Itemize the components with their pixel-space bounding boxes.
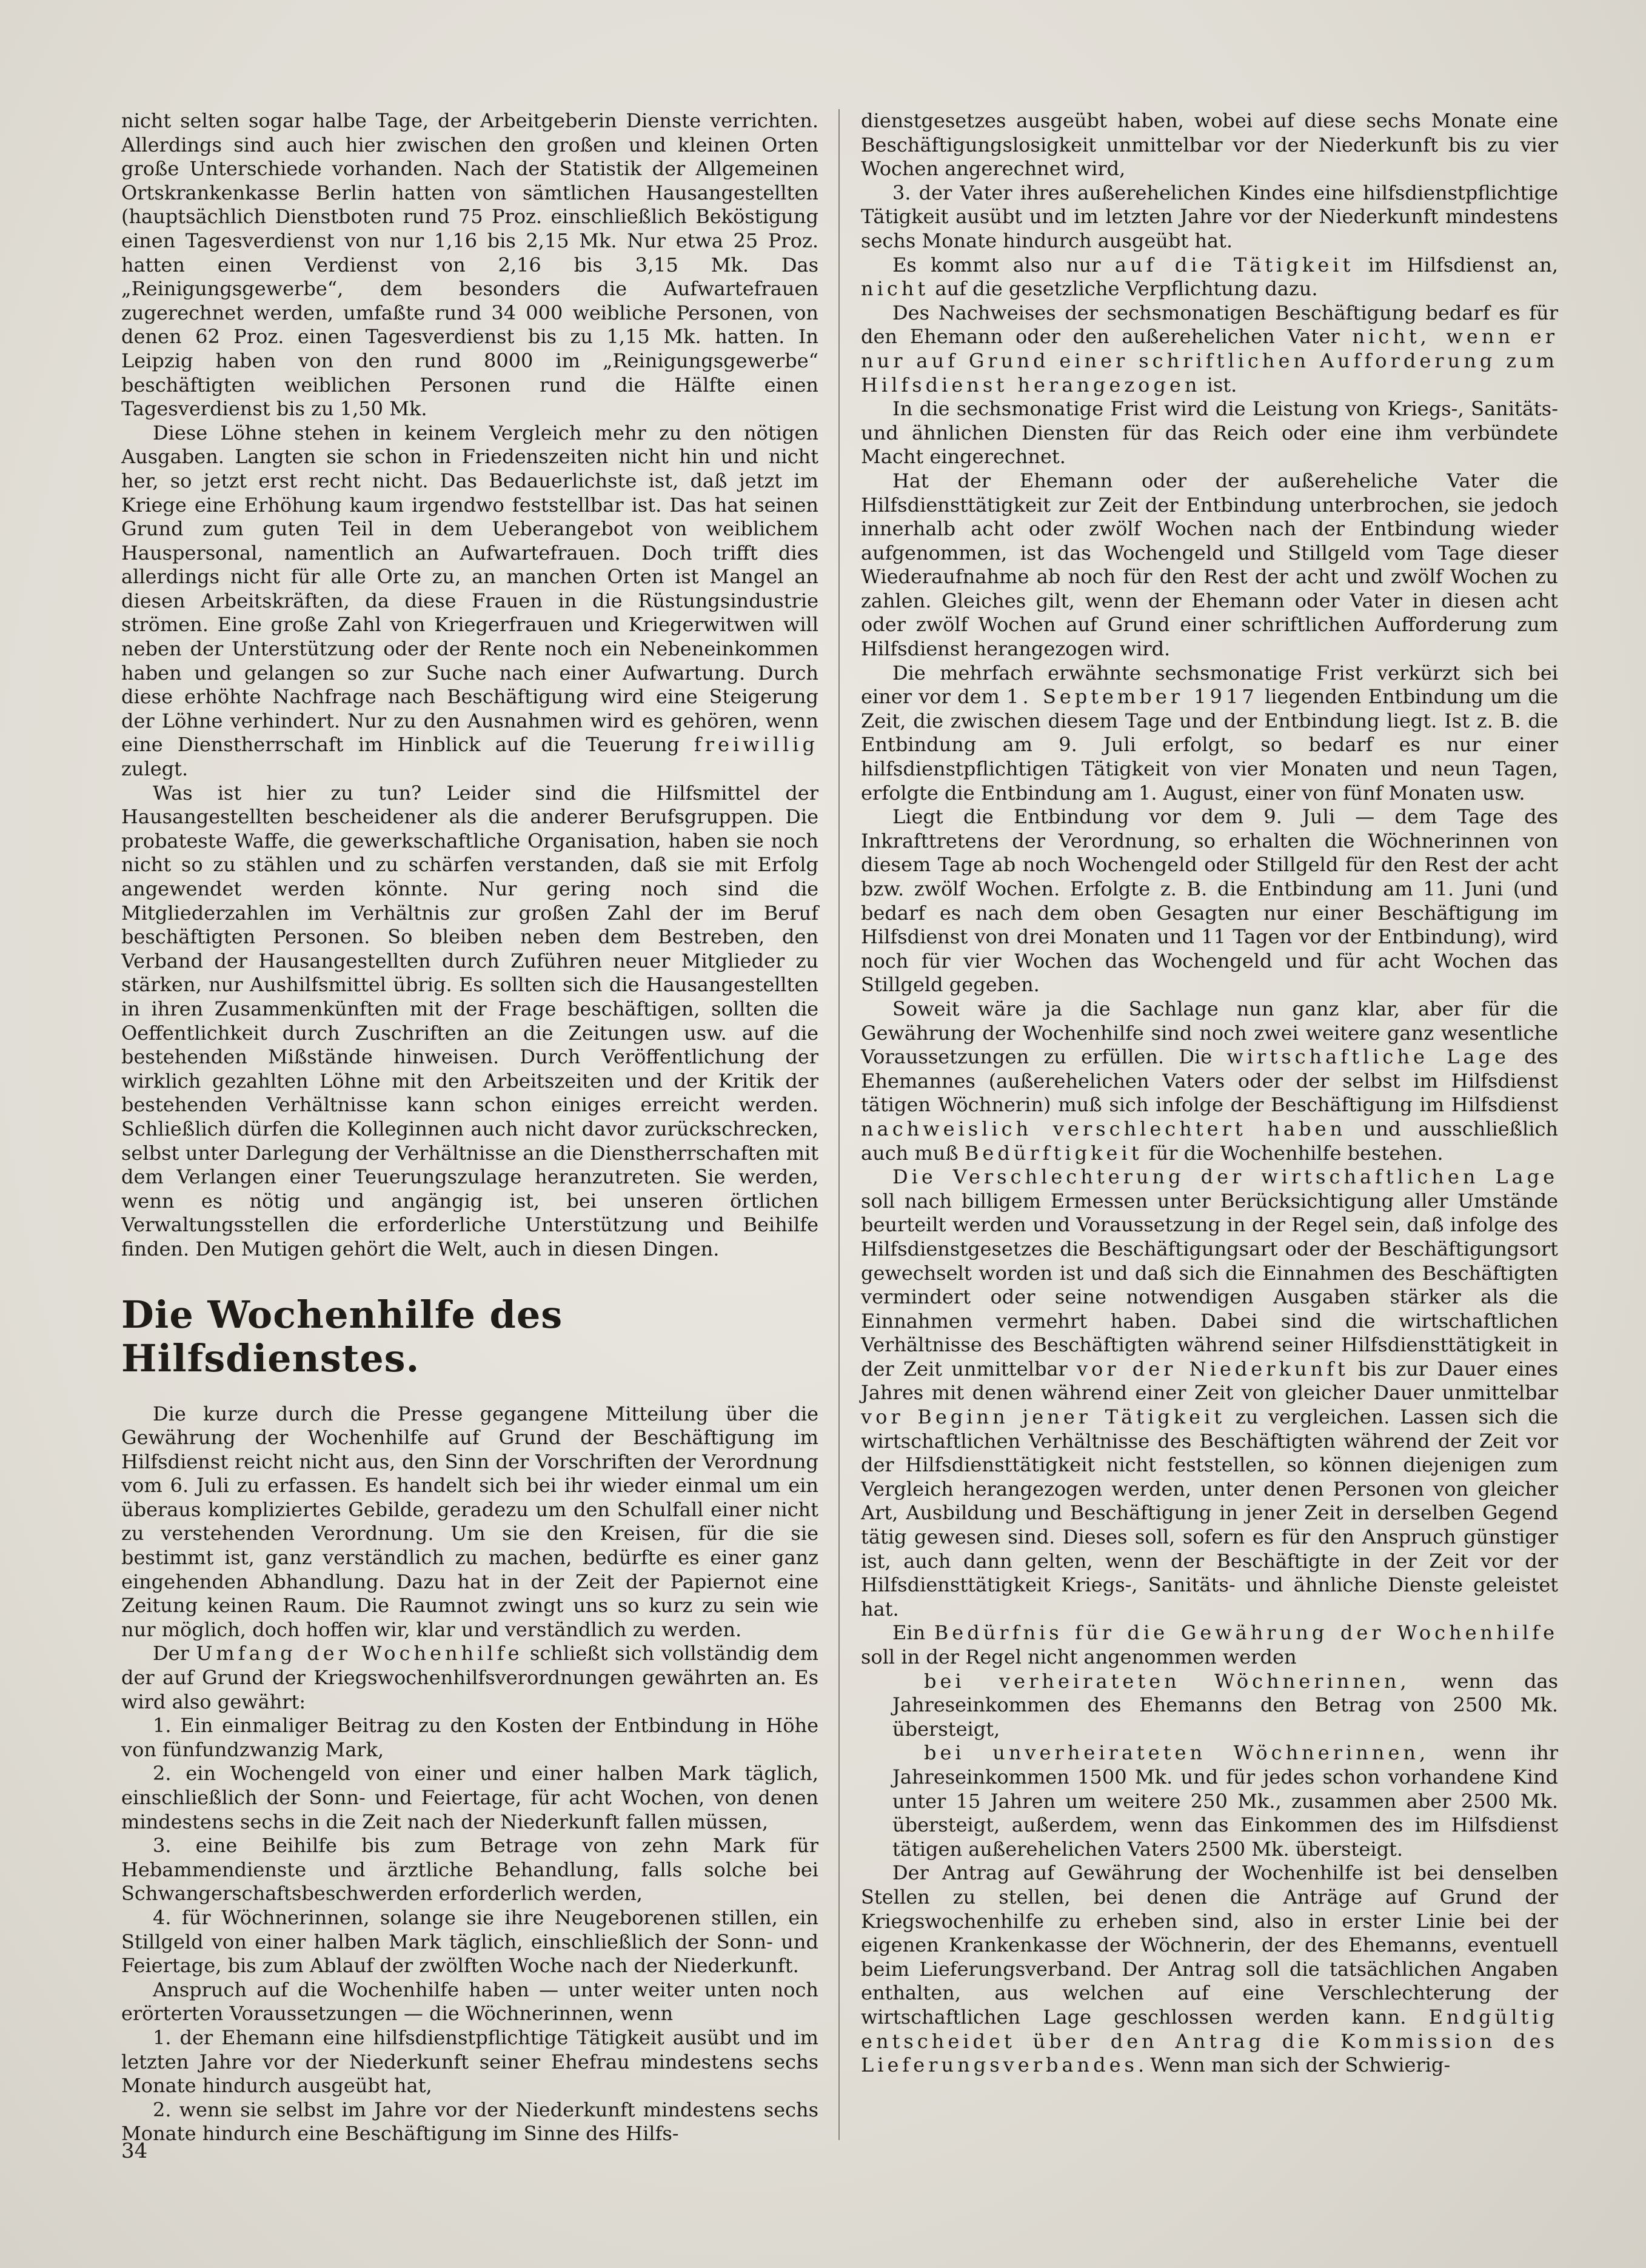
paragraph — [861, 1621, 1558, 1669]
paragraph-text: soll nach billigem Ermessen unter Berücksichtigung aller Umstände beurteilt werden und Voraussetzung in der Regel sein, daß infolge des Hilfsdienstgesetzes die Beschäftigungsart oder der Beschäftigungsort gewechselt worden ist und daß sich die Einnahmen des Beschäftigten vermindert oder seine notwendigen Ausgaben stärker als die Einnahmen vermehrt haben. Dabei sind die wirtschaftlichen Verhältnisse des Beschäftigten während seiner Hilfsdiensttätigkeit in der Zeit unmittelbar — [861, 1189, 1558, 1380]
paragraph: Liegt die Entbindung vor dem 9. Juli — dem Tage des Inkrafttretens der Verordnung, so erhalten die Wöchnerinnen von diesem Tage ab noch Wochengeld oder Stillgeld für den Rest der acht bzw. zwölf Wochen. Erfolgte z. B. die Entbindung am 11. Juni (und bedarf es nach dem oben Gesagten nur einer Beschäftigung im Hilfsdienst von drei Monaten und 11 Tagen vor der Entbindung), wird noch für vier Wochen das Wochengeld und für acht Wochen das Stillgeld gegeben. — [861, 805, 1558, 997]
page-number: 34 — [121, 2139, 148, 2163]
emphasized-word: Bedürftigkeit — [964, 1141, 1143, 1165]
paragraph-text: wenn ihr Jahreseinkommen 1500 Mk. und für jedes schon vorhandene Kind unter 15 Jahren um weitere 250 Mk., zusammen aber 2500 Mk. übersteigt, außerdem, wenn das Einkommen des im Hilfsdienst tätigen außerehelichen Vaters 2500 Mk. übersteigt. — [892, 1741, 1559, 1861]
paragraph-text: im Hilfsdienst an, — [1354, 253, 1559, 276]
paragraph — [861, 253, 1558, 301]
right-column — [861, 109, 1558, 2078]
paragraph-text: zulegt. — [121, 757, 189, 781]
paragraph-text: und ausschließlich auch muß — [861, 1117, 1559, 1165]
paragraph-text: Diese Löhne stehen in keinem Vergleich mehr zu den nötigen Ausgaben. Langten sie schon in Friedenszeiten nicht hin und nicht her, so jetzt erst recht nicht. Das Bedauerlichste ist, daß jetzt im Kriege eine Erhöhung kaum irgendwo feststellbar ist. Das hat seinen Grund zum guten Teil in dem Ueberangebot von weiblichem Hauspersonal, namentlich an Aufwartefrauen. Doch trifft dies allerdings nicht für alle Orte zu, an manchen Orten ist Mangel an diesen Arbeitskräften, da diese Frauen in die Rüstungsindustrie strömen. Eine große Zahl von Kriegerfrauen und Kriegerwitwen will neben der Unterstützung oder der Rente noch ein Nebeneinkommen haben und gelangen so zur Suche nach einer Aufwartung. Durch diese erhöhte Nachfrage nach Beschäftigung wird eine Steigerung der Löhne verhindert. Nur zu den Ausnahmen wird es gehören, wenn eine Dienstherrschaft im Hinblick auf die Teuerung — [121, 421, 818, 757]
paragraph-text: liegenden Entbindung um die Zeit, die zwischen diesem Tage und der Entbindung liegt. Ist z. B. die Entbindung am 9. Juli erfolgt, so bedarf es nur einer hilfsdienstpflichtigen Tätigkeit von vier Monaten und neun Tagen, erfolgte die Entbindung am 1. August, einer von fünf Monaten usw. — [861, 685, 1559, 805]
emphasized-phrase: nachweislich verschlechtert haben — [861, 1117, 1347, 1140]
paragraph-text: Es kommt also nur — [892, 253, 1115, 276]
list-item: 3. eine Beihilfe bis zum Betrage von zehn Mark für Hebammendienste und ärztliche Behandlung, falls solche bei Schwangerschaftsbeschwerden erforderlich werden, — [121, 1834, 818, 1905]
emphasized-phrase: auf die Tätigkeit — [1114, 253, 1354, 276]
paragraph — [121, 1642, 818, 1714]
left-column — [121, 109, 818, 2146]
paragraph-text: Des Nachweises der sechsmonatigen Beschäftigung bedarf es für den Ehemann oder den außerehelichen Vater — [861, 301, 1558, 349]
paragraph-text: zu vergleichen. Lassen sich die wirtschaftlichen Verhältnisse des Beschäftigten während der Zeit vor der Hilfsdiensttätigkeit nicht feststellen, so können diejenigen zum Vergleich herangezogen werden, unter denen Personen von gleicher Art, Ausbildung und Beschäftigung in jener Zeit in derselben Gegend tätig gewesen sind. Dieses soll, sofern es für den Anspruch günstiger ist, auch dann gelten, wenn der Beschäftigte in der Zeit vor der Hilfsdiensttätigkeit Kriegs-, Sanitäts- und ähnliche Dienste geleistet hat. — [861, 1405, 1559, 1621]
emphasized-phrase: Umfang der Wochenhilfe — [196, 1642, 523, 1665]
list-item: 3. der Vater ihres außerehelichen Kindes eine hilfsdienstpflichtige Tätigkeit ausübt und im letzten Jahre vor der Niederkunft mindestens sechs Monate hindurch ausgeübt hat. — [861, 181, 1558, 252]
paragraph-text: für die Wochenhilfe bestehen. — [1142, 1141, 1444, 1165]
paragraph-text: wenn das Jahreseinkommen des Ehemanns den Betrag von 2500 Mk. übersteigt, — [892, 1669, 1559, 1741]
paragraph — [861, 1165, 1558, 1621]
paragraph-text: Die mehrfach erwähnte sechsmonatige Frist verkürzt sich bei einer vor dem — [861, 661, 1558, 709]
paragraph: In die sechsmonatige Frist wird die Leistung von Kriegs-, Sanitäts- und ähnlichen Diensten für das Reich oder eine ihm verbündete Macht eingerechnet. — [861, 397, 1558, 469]
paragraph-text: Ein — [892, 1621, 934, 1645]
list-item: 2. ein Wochengeld von einer und einer halben Mark täglich, einschließlich der Sonn- und Feiertage, für acht Wochen, von denen mindestens sechs in die Zeit nach der Niederkunft fallen müssen, — [121, 1762, 818, 1833]
paragraph-text: Der — [153, 1642, 196, 1665]
paragraph: dienstgesetzes ausgeübt haben, wobei auf diese sechs Monate eine Beschäftigungslosigkeit unmittelbar vor der Niederkunft bis zu vier Wochen angerechnet wird, — [861, 109, 1558, 181]
paragraph-text: auf die gesetzliche Verpflichtung dazu. — [929, 277, 1318, 301]
paragraph-text: schließt sich vollständig dem der auf Grund der Kriegswochenhilfsverordnungen gewährten an. Es wird also gewährt: — [121, 1642, 818, 1713]
emphasized-date: 1. September 1917 — [1006, 685, 1258, 709]
paragraph-text: Der Antrag auf Gewährung der Wochenhilfe ist bei denselben Stellen zu stellen, bei denen die Anträge auf Grund der Kriegswochenhilfe zu erheben sind, also in erster Linie bei der eigenen Krankenkasse der Wöchnerin, der des Ehemanns, eventuell beim Lieferungsverband. Der Antrag soll die tatsächlichen Angaben enthalten, aus welchen auf eine Verschlechterung der wirtschaftlichen Lage geschlossen werden kann. — [861, 1861, 1558, 2029]
paragraph-text: . Wenn man sich der Schwierig- — [1137, 2053, 1451, 2077]
column-divider — [838, 109, 840, 2140]
paragraph: Anspruch auf die Wochenhilfe haben — unter weiter unten noch erörterten Voraussetzungen — die Wöchnerinnen, wenn — [121, 1978, 818, 2025]
paragraph: Was ist hier zu tun? Leider sind die Hilfsmittel der Hausangestellten bescheidener als die anderer Berufsgruppen. Die probateste Waffe, die gewerkschaftliche Organisation, haben sie noch nicht so zu stählen und zu schärfen verstanden, daß sie mit Erfolg angewendet werden könnte. Nur gering noch sind die Mitgliederzahlen im Verhältnis zur großen Zahl der im Beruf beschäftigten Personen. So bleiben neben dem Bestreben, den Verband der Hausangestellten durch Zuführen neuer Mitglieder zu stärken, nur Aushilfsmittel übrig. Es sollten sich die Hausangestellten in ihren Zusammenkünften mit der Frage beschäftigen, sollten die Oeffentlichkeit durch Zuschriften an die Zeitungen usw. auf die bestehenden Mißstände hinweisen. Durch Veröffentlichung der wirklich gezahlten Löhne mit den Arbeitszeiten und der Kritik der bestehenden Verhältnisse kann schon einiges erreicht werden. Schließlich dürfen die Kolleginnen auch nicht davor zurückschrecken, selbst unter Darlegung der Verhältnisse an die Dienstherrschaften mit dem Verlangen einer Teuerungszulage heranzutreten. Sie werden, wenn es nötig und angängig ist, bei unseren örtlichen Verwaltungsstellen die erforderliche Unterstützung und Beihilfe finden. Den Mutigen gehört die Welt, auch in diesen Dingen. — [121, 781, 818, 1260]
paragraph — [861, 1861, 1558, 2077]
emphasized-phrase: wirtschaftliche Lage — [1226, 1045, 1510, 1069]
paragraph-text: des Ehemannes (außerehelichen Vaters oder der selbst im Hilfsdienst tätigen Wöchnerin) muß sich infolge der Beschäftigung im Hilfsdienst — [861, 1045, 1559, 1117]
emphasized-phrase: Endgültig entscheidet über den Antrag die Kommission des Lieferungsverbandes — [861, 2005, 1558, 2077]
paragraph: Die kurze durch die Presse gegangene Mitteilung über die Gewährung der Wochenhilfe auf Grund der Beschäftigung im Hilfsdienst reicht nicht aus, den Sinn der Vorschriften der Verordnung vom 6. Juli zu erfassen. Es handelt sich bei ihr wieder einmal um ein überaus kompliziertes Gebilde, geradezu um den Schulfall einer nicht zu verstehenden Verordnung. Um sie den Kreisen, für die sie bestimmt ist, ganz verständlich zu machen, bedürfte es einer ganz eingehenden Abhandlung. Dazu hat in der Zeit der Papiernot eine Zeitung keinen Raum. Die Raumnot zwingt uns so kurz zu sein wie nur möglich, doch hoffen wir, klar und verständlich zu werden. — [121, 1402, 818, 1641]
paragraph — [861, 1741, 1558, 1861]
list-item: 2. wenn sie selbst im Jahre vor der Niederkunft mindestens sechs Monate hindurch eine Beschäftigung im Sinne des Hilfs- — [121, 2098, 818, 2146]
paragraph — [861, 301, 1558, 397]
emphasized-phrase: bei unverheirateten Wöchnerinnen, — [924, 1741, 1430, 1765]
emphasized-word: nicht — [861, 277, 929, 301]
emphasized-phrase: bei verheirateten Wöchnerinnen, — [924, 1669, 1410, 1693]
emphasized-word: freiwillig — [694, 733, 819, 757]
emphasized-phrase: nicht, wenn er nur auf Grund einer schriftlichen Aufforderung zum Hilfsdienst herangezogen — [861, 325, 1559, 396]
paragraph-text: bis zur Dauer eines Jahres mit denen während einer Zeit von gleicher Dauer unmittelbar — [861, 1357, 1559, 1405]
paragraph — [861, 997, 1558, 1165]
list-item: 4. für Wöchnerinnen, solange sie ihre Neugeborenen stillen, ein Stillgeld von einer halben Mark täglich, einschließlich der Sonn- und Feiertage, bis zum Ablauf der zwölften Woche nach der Niederkunft. — [121, 1905, 818, 1978]
paragraph-text: ist. — [1200, 373, 1237, 396]
paragraph — [861, 661, 1558, 806]
paragraph-text: Soweit wäre ja die Sachlage nun ganz klar, aber für die Gewährung der Wochenhilfe sind noch zwei weitere ganz wesentliche Voraussetzungen zu erfüllen. Die — [861, 997, 1558, 1069]
emphasized-phrase: vor Beginn jener Tätigkeit — [861, 1405, 1226, 1429]
emphasized-phrase: Die Verschlechterung der wirtschaftlichen Lage — [892, 1165, 1558, 1189]
emphasized-phrase: Bedürfnis für die Gewährung der Wochenhilfe — [934, 1621, 1559, 1645]
paragraph-text: soll in der Regel nicht angenommen werden — [861, 1645, 1297, 1668]
emphasized-phrase: vor der Niederkunft — [1076, 1357, 1349, 1380]
list-item: 1. Ein einmaliger Beitrag zu den Kosten der Entbindung in Höhe von fünfundzwanzig Mark, — [121, 1714, 818, 1761]
paragraph — [861, 1670, 1558, 1742]
paragraph: Hat der Ehemann oder der außereheliche Vater die Hilfsdiensttätigkeit zur Zeit der Entbindung unterbrochen, sie jedoch innerhalb acht oder zwölf Wochen nach der Entbindung wieder aufgenommen, ist das Wochengeld und Stillgeld vom Tage dieser Wiederaufnahme ab noch für den Rest der acht und zwölf Wochen zu zahlen. Gleiches gilt, wenn der Ehemann oder Vater in diesen acht oder zwölf Wochen auf Grund einer schriftlichen Aufforderung zum Hilfsdienst herangezogen wird. — [861, 469, 1558, 661]
paragraph — [121, 421, 818, 781]
article-heading: Die Wochenhilfe des Hilfsdienstes. — [121, 1292, 563, 1380]
list-item: 1. der Ehemann eine hilfsdienstpflichtige Tätigkeit ausübt und im letzten Jahre vor der Niederkunft seiner Ehefrau mindestens sechs Monate hindurch ausgeübt hat, — [121, 2025, 818, 2098]
paragraph: nicht selten sogar halbe Tage, der Arbeitgeberin Dienste verrichten. Allerdings sind auch hier zwischen den großen und kleinen Orten große Unterschiede vorhanden. Nach der Statistik der Allgemeinen Ortskrankenkasse Berlin hatten von sämtlichen Hausangestellten (hauptsächlich Dienstboten rund 75 Proz. einschließlich Beköstigung einen Tagesverdienst von nur 1,16 bis 2,15 Mk. Nur etwa 25 Proz. hatten einen Verdienst von 2,16 bis 3,15 Mk. Das „Reinigungsgewerbe“, dem besonders die Aufwartefrauen zugerechnet werden, umfaßte rund 34 000 weibliche Personen, von denen 62 Proz. einen Tagesverdienst bis zu 1,15 Mk. hatten. In Leipzig haben von den rund 8000 im „Reinigungsgewerbe“ beschäftigten weiblichen Personen rund die Hälfte einen Tagesverdienst bis zu 1,50 Mk. — [121, 109, 818, 421]
